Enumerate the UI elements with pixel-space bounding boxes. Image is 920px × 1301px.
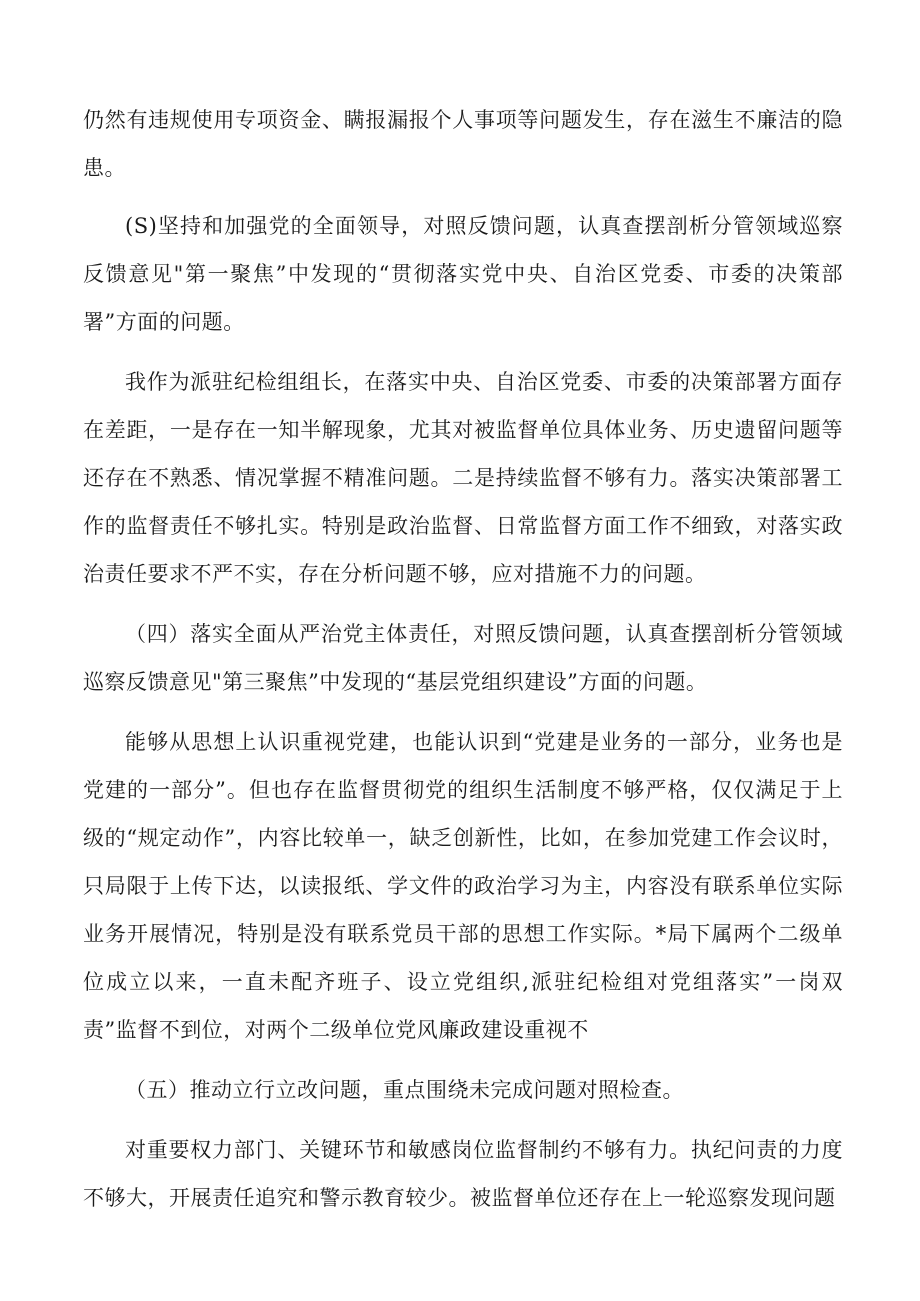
paragraph-3: 我作为派驻纪检组组长，在落实中央、自治区党委、市委的决策部署方面存在差距，一是存在一知半解现象，尤其对被监督单位具体业务、历史遗留问题等还存在不熟悉、情况掌握不精准问题。二是持续监督不够有力。落实决策部署工作的监督责任不够扎实。特别是政治监督、日常监督方面工作不细致，对落实政治责任要求不严不实，存在分析问题不够，应对措施不力的问题。: [83, 370, 843, 586]
document-page: [83, 96, 843, 1222]
paragraph-2: (S)坚持和加强党的全面领导，对照反馈问题，认真查摆剖析分管领域巡察反馈意见"第一聚焦”中发现的“贯彻落实党中央、自治区党委、市委的决策部署”方面的问题。: [83, 214, 843, 334]
paragraph-6: （五）推动立行立改问题，重点围绕未完成问题对照检查。: [125, 1078, 684, 1102]
paragraph-4: （四）落实全面从严治党主体责任，对照反馈问题，认真查摆剖析分管领域巡察反馈意见"第三聚焦”中发现的“基层党组织建设”方面的问题。: [83, 622, 843, 694]
paragraph-7: 对重要权力部门、关键环节和敏感岗位监督制约不够有力。执纪问责的力度不够大，开展责任追究和警示教育较少。被监督单位还存在上一轮巡察发现问题: [83, 1138, 843, 1210]
paragraph-1: 仍然有违规使用专项资金、瞒报漏报个人事项等问题发生，存在滋生不廉洁的隐患。: [83, 108, 843, 180]
paragraph-5: 能够从思想上认识重视党建，也能认识到“党建是业务的一部分，业务也是党建的一部分”。但也存在监督贯彻党的组织生活制度不够严格，仅仅满足于上级的“规定动作”，内容比较单一，缺乏创新性，比如，在参加党建工作会议时，只局限于上传下达，以读报纸、学文件的政治学习为主，内容没有联系单位实际业务开展情况，特别是没有联系党员干部的思想工作实际。*局下属两个二级单位成立以来，一直未配齐班子、设立党组织,派驻纪检组对党组落实”一岗双责”监督不到位，对两个二级单位党风廉政建设重视不: [83, 730, 843, 1042]
